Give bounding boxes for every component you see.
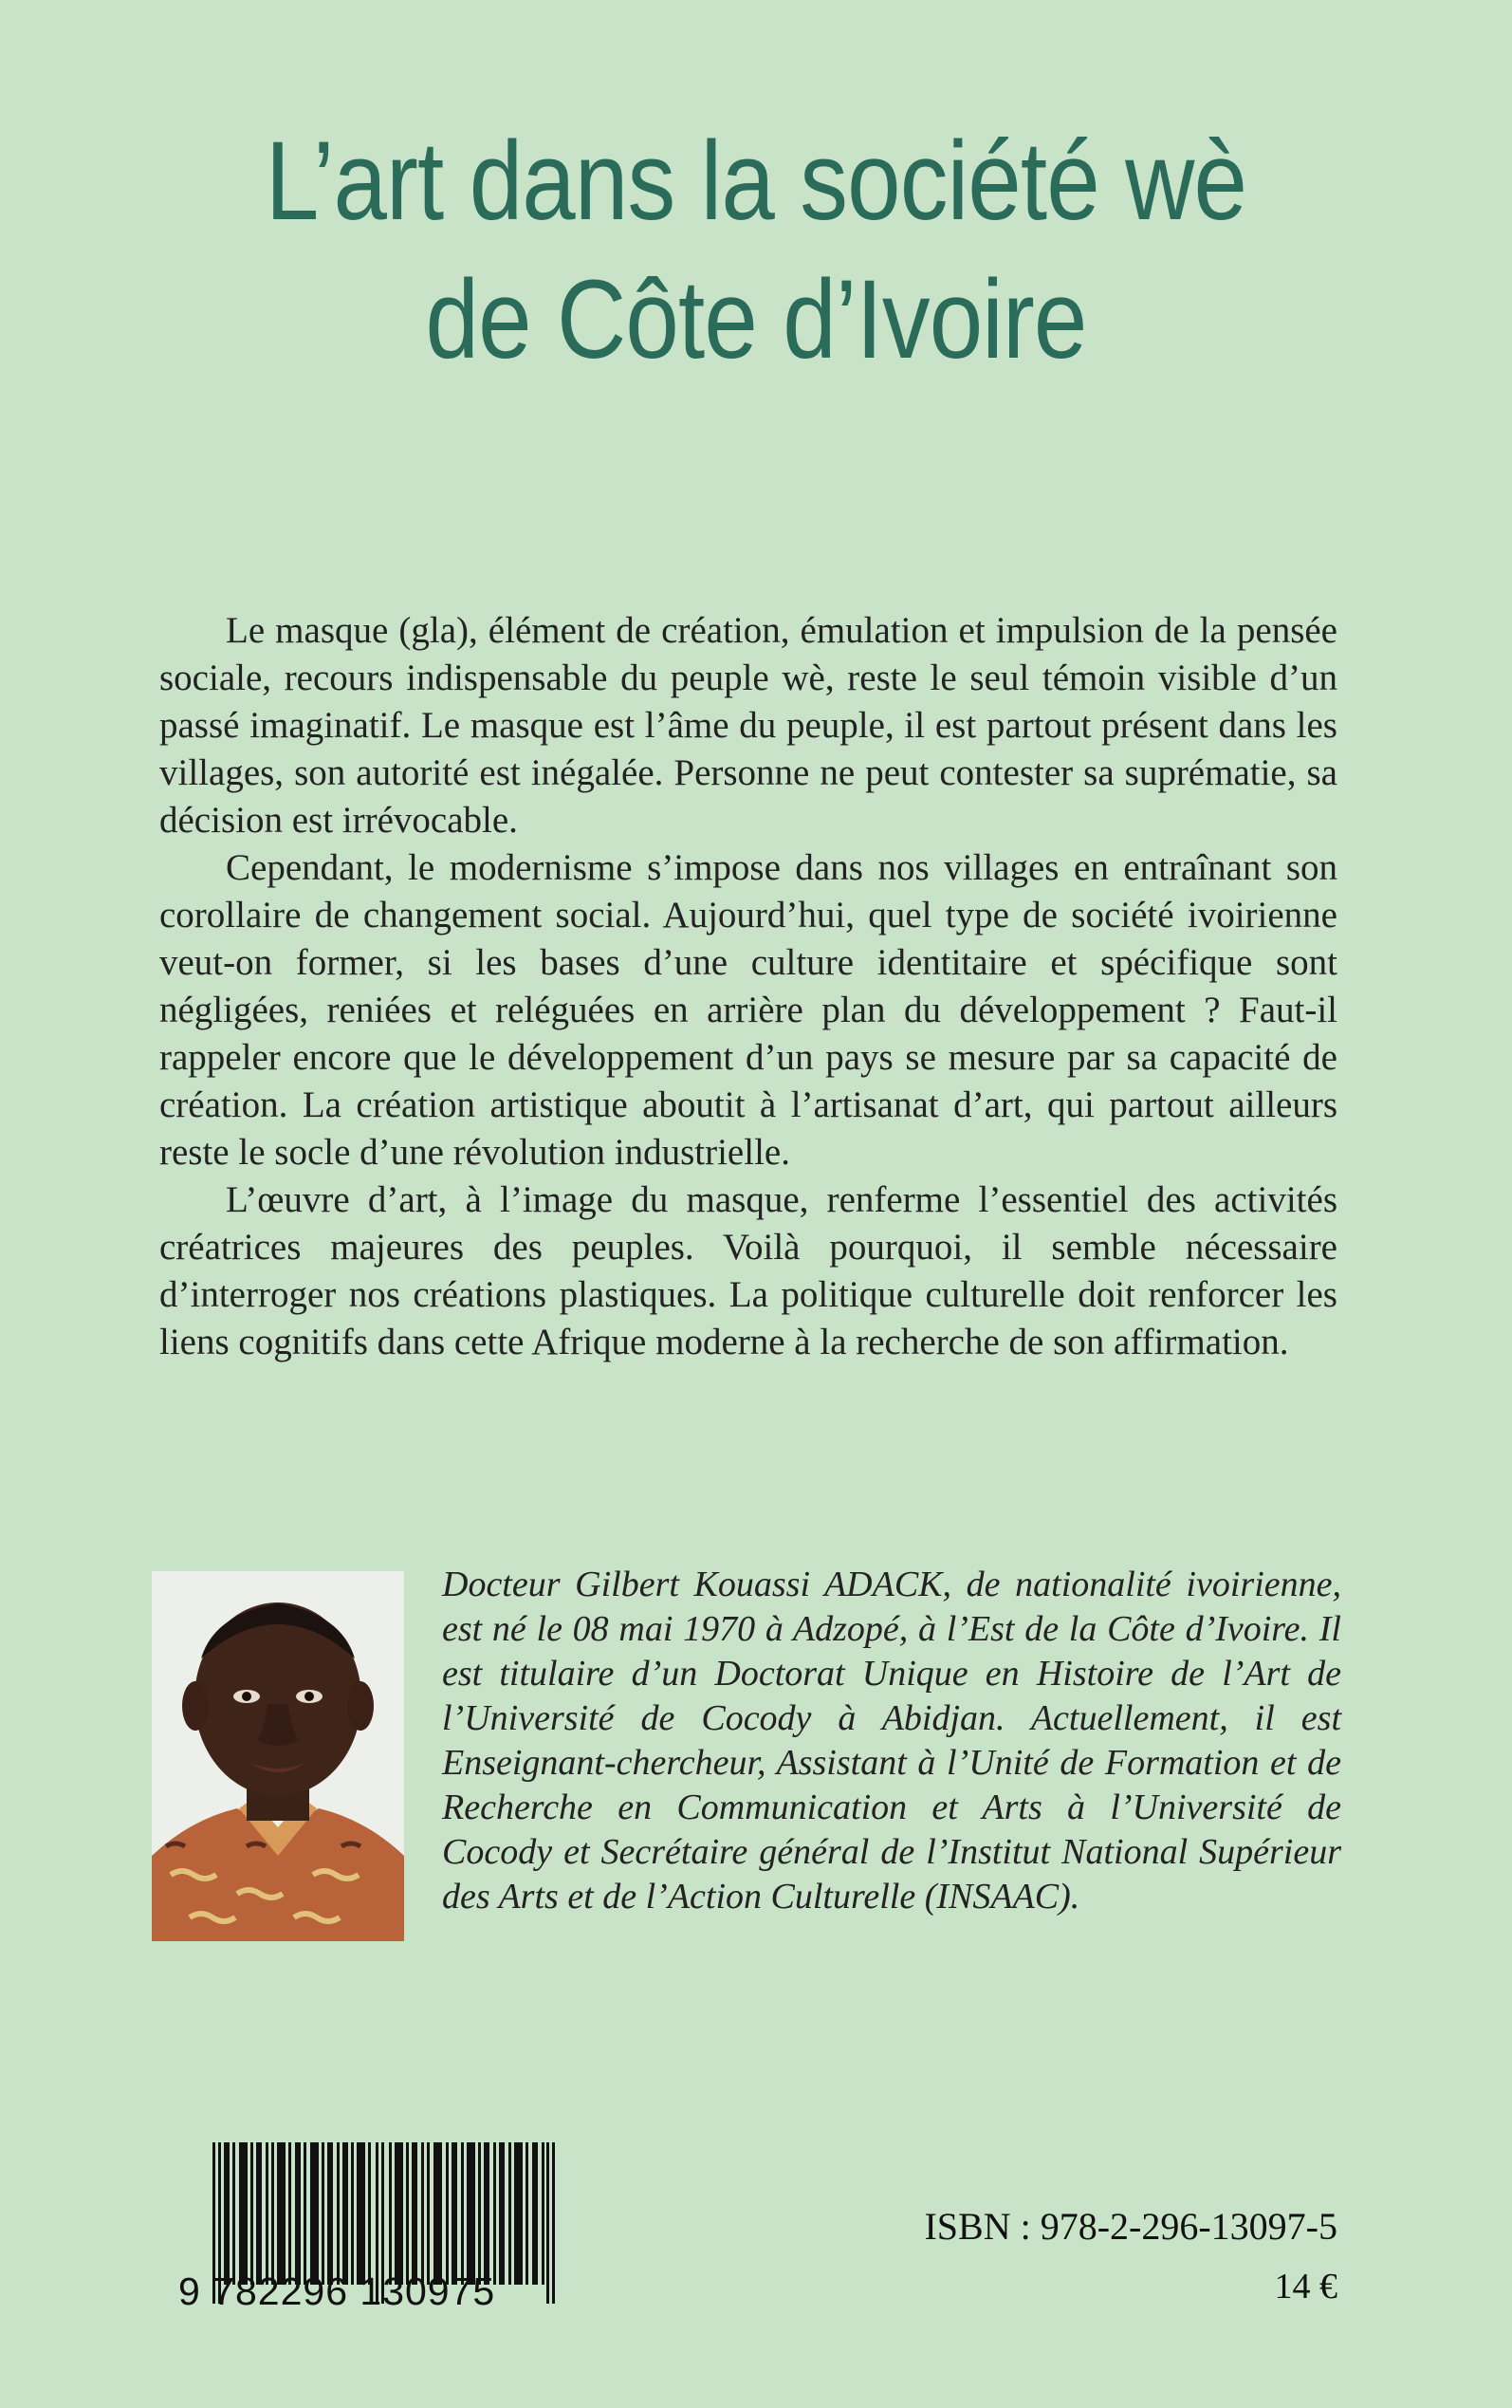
barcode-digits: 9 782296 130975	[178, 2269, 496, 2313]
title-line-2: de Côte d’Ivoire	[425, 257, 1087, 382]
title-line-1: L’art dans la société wè	[265, 119, 1247, 244]
author-photo	[152, 1571, 404, 1941]
isbn: ISBN : 978-2-296-13097-5	[924, 2205, 1337, 2248]
price: 14 €	[1274, 2267, 1337, 2306]
book-blurb	[159, 607, 1337, 1366]
book-title	[106, 112, 1407, 389]
blurb-paragraph: Le masque (gla), élément de création, émulation et impulsion de la pensée sociale, recours indispensable du peuple wè, reste le seul témoin visible d’un passé imaginatif. Le masque est l’âme du peuple, il est partout présent dans les villages, son autorité est inégalée. Personne ne peut contester sa suprématie, sa décision est irrévocable.	[159, 610, 1337, 841]
blurb-paragraph: Cependant, le modernisme s’impose dans nos villages en entraînant son corollaire de changement social. Aujourd’hui, quel type de société ivoirienne veut-on former, si les bases d’une culture identitaire et spécifique sont négligées, reniées et reléguées en arrière plan du développement ? Faut-il rappeler encore que le développement d’un pays se mesure par sa capacité de création. La création artistique aboutit à l’artisanat d’art, qui partout ailleurs reste le socle d’une révolution industrielle.	[159, 847, 1337, 1173]
author-bio: Docteur Gilbert Kouassi ADACK, de nationalité ivoirienne, est né le 08 mai 1970 à Adzopé, à l’Est de la Côte d’Ivoire. Il est titulaire d’un Doctorat Unique en Histoire de l’Art de l’Université de Cocody à Abidjan. Actuellement, il est Enseignant-chercheur, Assistant à l’Unité de Formation et de Recherche en Communication et Arts à l’Université de Cocody et Secrétaire général de l’Institut National Supérieur des Arts et de l’Action Culturelle (INSAAC).	[442, 1565, 1341, 1917]
blurb-paragraph: L’œuvre d’art, à l’image du masque, renferme l’essentiel des activités créatrices majeures des peuples. Voilà pourquoi, il semble nécessaire d’interroger nos créations plastiques. La politique culturelle doit renforcer les liens cognitifs dans cette Afrique moderne à la recherche de son affirmation.	[159, 1179, 1337, 1362]
